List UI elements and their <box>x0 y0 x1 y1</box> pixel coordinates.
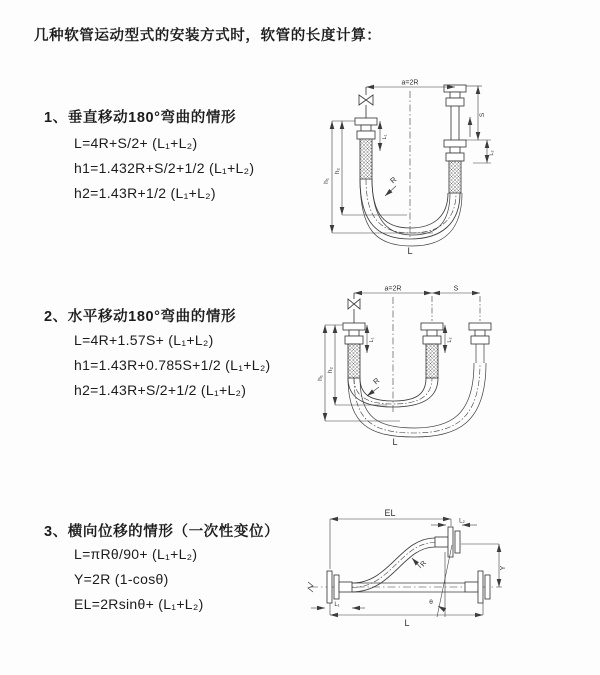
flange-fitting <box>450 147 460 153</box>
radius-leader <box>385 186 396 196</box>
dim-label-l: L <box>404 618 410 628</box>
right-pipe-assembly <box>469 323 491 363</box>
left-pipe-assembly <box>355 87 377 179</box>
section-1-formula-L: L=4R+S/2+ (L₁+L₂) <box>74 135 198 151</box>
hose-braid <box>426 344 438 378</box>
dim-label-el: EL <box>384 508 396 518</box>
flange-fitting <box>327 571 332 603</box>
flange-fitting <box>471 336 489 344</box>
flange-fitting <box>355 118 377 125</box>
section-2-formula-h2: h2=1.43R+S/2+1/2 (L₁+L₂) <box>74 382 247 398</box>
right-flange-assembly <box>465 571 490 603</box>
dim-label-h2: h₂ <box>327 366 334 374</box>
dimension-lines <box>332 86 491 233</box>
flange-fitting <box>444 85 466 92</box>
dimension-lines <box>311 519 499 615</box>
flange-fitting <box>423 336 441 344</box>
middle-pipe-assembly <box>421 323 443 378</box>
hose-braid <box>449 161 461 193</box>
flange-fitting <box>485 575 490 599</box>
flange-fitting <box>343 323 365 330</box>
section-2-heading: 2、水平移动180°弯曲的情形 <box>44 309 237 325</box>
flange-fitting <box>421 323 443 330</box>
dim-label-l1: L₁ <box>334 602 340 608</box>
section-1-heading: 1、垂直移动180°弯曲的情形 <box>44 110 237 126</box>
valve-icon <box>366 95 373 105</box>
valve-icon <box>359 95 366 105</box>
flange-fitting <box>455 531 460 553</box>
dim-label-l2: L₂ <box>459 518 465 525</box>
dim-label-s: S <box>453 285 459 293</box>
radius-label: R <box>371 375 382 387</box>
flange-fitting <box>478 571 483 603</box>
flange-fitting <box>450 92 460 98</box>
section-1-formula-h2: h2=1.43R+1/2 (L₁+L₂) <box>74 185 216 201</box>
dim-label-l2: L₂ <box>489 150 495 156</box>
flange-fitting <box>446 153 464 161</box>
section-1-formula-h1: h1=1.432R+S/2+1/2 (L₁+L₂) <box>74 160 255 176</box>
flange-fitting <box>446 98 464 106</box>
flange-fitting <box>345 336 363 344</box>
angle-label: θ <box>429 599 433 606</box>
dim-label-h1: h₁ <box>317 375 324 381</box>
flange-fitting <box>435 537 448 547</box>
raised-flange-assembly <box>435 527 460 557</box>
section-3-formula-EL: EL=2Rsinθ+ (L₁+L₂) <box>74 596 204 612</box>
flange-fitting <box>349 330 359 336</box>
length-label: L <box>392 437 398 447</box>
flange-fitting <box>361 125 371 131</box>
left-pipe-assembly <box>343 293 365 378</box>
flange-fitting <box>427 330 437 336</box>
dim-label-a2r: a=2R <box>384 285 402 293</box>
flange-fitting <box>469 323 491 330</box>
flange-fitting <box>357 131 375 139</box>
radius-label: R <box>388 174 399 186</box>
flange-fitting <box>444 140 466 147</box>
valve-icon <box>348 299 354 309</box>
dim-label-y: Y <box>500 565 507 571</box>
hose-arcs <box>348 363 486 437</box>
flange-fitting <box>475 330 485 336</box>
valve-icon <box>354 299 360 309</box>
hose-braid <box>348 344 360 378</box>
length-label: L <box>407 246 413 255</box>
dim-label-a2r: a=2R <box>401 79 419 87</box>
section-2-formula-L: L=4R+1.57S+ (L₁+L₂) <box>74 332 214 348</box>
left-flange-assembly <box>327 571 352 603</box>
dim-label-h2: h₂ <box>334 167 341 175</box>
dim-label-l2: L₂ <box>447 337 453 343</box>
section-3-formula-Y: Y=2R (1-cosθ) <box>74 571 169 587</box>
section-2-formula-h1: h1=1.43R+0.785S+1/2 (L₁+L₂) <box>74 357 271 373</box>
section-3-formula-L: L=πRθ/90+ (L₁+L₂) <box>74 546 198 562</box>
dim-label-s: S <box>479 112 486 118</box>
flange-fitting <box>334 575 339 599</box>
hose-arcs <box>360 179 462 246</box>
angle-construction <box>437 545 452 617</box>
diagram-lateral-displacement <box>305 505 510 630</box>
diagram-horizontal-180-bend <box>315 283 500 448</box>
hose-braid <box>360 139 372 179</box>
flange-fitting <box>339 582 352 592</box>
dim-label-l1: L₁ <box>382 134 388 140</box>
dim-label-h1: h₁ <box>323 178 330 184</box>
radius-leader <box>367 387 379 396</box>
dim-label-l1: L₁ <box>369 337 375 343</box>
right-pipe-assembly <box>444 85 470 193</box>
page-title: 几种软管运动型式的安装方式时，软管的长度计算： <box>34 28 382 44</box>
radius-label: R <box>419 559 429 569</box>
section-3-heading: 3、横向位移的情形（一次性变位） <box>44 524 280 540</box>
flange-fitting <box>465 582 478 592</box>
diagram-vertical-180-bend <box>315 75 505 255</box>
